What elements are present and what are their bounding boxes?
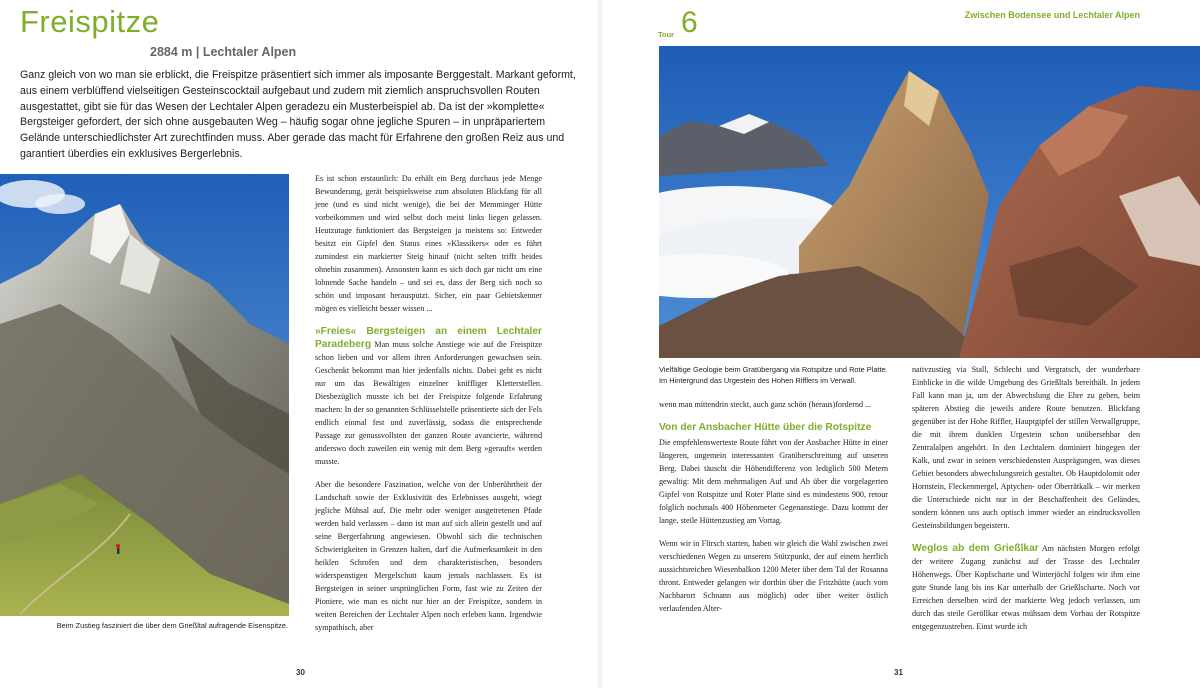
book-gutter xyxy=(598,0,602,688)
paragraph: Aber die besondere Faszination, welche von der Unberührtheit der Landschaft sowie der Exklusivität des Erlebnisses ausgeht, wiegt jegliche Mühsal auf. Die mehr oder weniger ausgetretenen Pfade werden bald verlassen – dann ist man auf sich allein gestellt und auf seine Bergerfahrung angewiesen. Obwohl sich die technischen Schwierigkeiten in Grenzen halten, darf die Aufmerksamkeit in den heiklen Schrofen und dem charakteristischen, besonders widerspenstigen Mergelschutt kaum jemals nachlassen. Es ist Bergsteigen in seiner ursprünglichen Form, fast wie zu Zeiten der Pioniere, wie man es nicht nur hier an der Freispitze, sondern in weiten Bereichen der Lechtaler Alpen noch erleben kann. Irgendwie sympathisch, aber xyxy=(315,480,542,632)
paragraph: wenn man mittendrin steckt, auch ganz schön (heraus)fordernd ... xyxy=(659,400,872,409)
intro-paragraph: Ganz gleich von wo man sie erblickt, die Freispitze präsentiert sich immer als imposante Berggestalt. Markant geformt, aus einem verblüffend vielseitigen Gesteinscocktail aufgebaut und zudem mit ziemlich anspruchsvollen Routen ausgestattet, gibt sie für das Wesen der Lechtaler Alpen geradezu ein Musterbeispiel ab. Da ist der »komplette« Bergsteiger gefordert, der sich ohne ausgebauten Weg – häufig sogar ohne jegliche Spuren – in unpräpariertem Gelände unterschiedlichster Art zurechtfinden muss. Aber gerade das macht für Erfahrene den großen Reiz aus und garantiert überdies ein exklusives Bergerlebnis. xyxy=(20,69,576,160)
paragraph: Wenn wir in Flirsch starten, haben wir gleich die Wahl zwischen zwei verschiedenen Wegen zu unserem Stützpunkt, der auf einem herrlich aussichtsreichen Wiesenbalkon 1200 Meter über dem Tal der Rosanna thront. Entweder gelangen wir dorthin über die Fritzhütte (auch vom Nachbarort Schnann aus möglich) oder über weiter östlich verlaufenden Alter- xyxy=(659,539,888,613)
page-number: 31 xyxy=(894,668,903,677)
text-column-right-2 xyxy=(912,363,1140,643)
page-title: Freispitze xyxy=(20,4,160,39)
tour-number: 6 xyxy=(681,6,698,39)
paragraph xyxy=(912,542,1140,633)
photo-caption-right: Vielfältige Geologie beim Gratübergang via Rotspitze und Rote Platte. Im Hintergrund das Urgestein des Hohen Rifflers im Verwall. xyxy=(659,365,888,385)
photo-caption-left: Beim Zustieg fasziniert die über dem Grießltal aufragende Eisenspitze. xyxy=(56,621,288,630)
section-heading: Weglos ab dem Grießlkar xyxy=(912,543,1039,554)
paragraph: Es ist schon erstaunlich: Da erhält ein Berg durchaus jede Menge Bewunderung, gerät beispielsweise zum absoluten Blickfang für all jene (und es sind nicht wenige), die bei der Memminger Hütte vorbeikommen und wird selbst doch meist links liegen gelassen. Heutzutage funktioniert das Bergsteigen ja meistens so: Entweder besitzt ein Gipfel den Status eines »Klassikers« oder es führt zumindest ein markierter Steig hinauf (nicht selten trifft beides ohnehin zusammen). Ansonsten kann es sich doch gar nicht um eine lohnende Sache handeln – und sei es, dass der Berg sich noch so schön und imposant herausputzt. Sicher, ein paar Gebietskenner mögen es vielleicht besser wissen ... xyxy=(315,174,542,313)
section-heading-block xyxy=(659,421,888,434)
region-header: Zwischen Bodensee und Lechtaler Alpen xyxy=(964,10,1140,20)
tour-label: Tour xyxy=(658,30,675,39)
paragraph-text: Am nächsten Morgen erfolgt der weitere Zugang zunächst auf der Trasse des Lechtaler Höhenwegs. Über Kopfscharte und Winterjöchl folgen wir ihm eine gute Stunde lang bis ins Kar unterhalb der Grießlscharte. Noch vor Erreichen derselben wird der markierte Weg jedoch verlassen, um durch das steile Geröllkar etwas mühsam dem Vorbau der Rotspitze entgegenzustreben. Einst wurde ich xyxy=(912,544,1140,631)
paragraph: Die empfehlenswerteste Route führt von der Ansbacher Hütte in einer längeren, ungemein interessanten Gratüberschreitung auf unseren Berg. Dabei täuscht die Höhendifferenz von lediglich 500 Metern gewaltig: Mit dem mehrmaligen Auf und Ab über die vorgelagerten Gipfel von Rotspitze und Roter Platte sind es mindestens 900, retour folglich nochmals 400 Höhenmeter Gegenanstiege. Dazu kommt der lange, steile Hüttenzustieg am Vortag. xyxy=(659,438,888,525)
section-heading: Von der Ansbacher Hütte über die Rotspitze xyxy=(659,422,872,433)
page-subtitle: 2884 m | Lechtaler Alpen xyxy=(150,45,297,59)
text-column-right-1 xyxy=(659,398,888,625)
text-column-left xyxy=(315,172,542,644)
section-heading: »Freies« Bergsteigen an einem Lechtaler Paradeberg xyxy=(315,326,542,350)
ridge-photo-illustration xyxy=(659,46,1200,358)
rotspitze-photo xyxy=(659,46,1200,358)
page-number: 30 xyxy=(296,668,305,677)
paragraph: nativzustieg via Stall, Schlecht und Vergratsch, der wunderbare Einblicke in die wilde Umgebung des Grießltals bereithält. In jedem Fall kann man ja, um der Abwechslung die Ehre zu geben, beim späteren Abstieg die jeweils andere Route benutzen. Blickfang gegenüber ist der Hohe Riffler, Hauptgipfel der stillen Verwallgruppe, die mit ihrem dunklen Urgestein schon unübersehbar den Zentralalpen angehört. In den Lechtalern dominiert hingegen der Kalk, und zwar in seinen verschiedensten Ausprägungen, was dieses Gebiet besonders abwechslungsreich gestaltet. Ob Hauptdolomit oder Hornstein, Fleckenmergel, Aptychen- oder Oberrätkalk – wir merken die Unterschiede nicht nur in der Beschaffenheit des Geländes, sondern können uns auch optisch immer wieder an eindrucksvollen Gesteinsbildungen begeistern. xyxy=(912,365,1140,530)
paragraph-text: Man muss solche Anstiege wie auf die Freispitze schon lieben und vor allem ihren Anforderungen gewachsen sein. Geschenkt bekommt man hier jedenfalls nichts. Dabei geht es nicht nur um das Bewältigen einzelner kniffliger Kletterstellen. Diesbezüglich musste ich bei der Freispitze folgende Erfahrung machen: In der so genannten Schlüsselstelle präsentierte sich der Fels endlich einmal fest und zuverlässig, sodass die entsprechende Passage zur genussvollsten der ganzen Route avancierte, während anderswo doch zuweilen ein wenig mit dem Berg »gerauft« werden musste. xyxy=(315,340,542,466)
eisenspitze-photo xyxy=(0,174,289,616)
mountain-photo-illustration xyxy=(0,174,289,616)
paragraph xyxy=(315,325,542,468)
